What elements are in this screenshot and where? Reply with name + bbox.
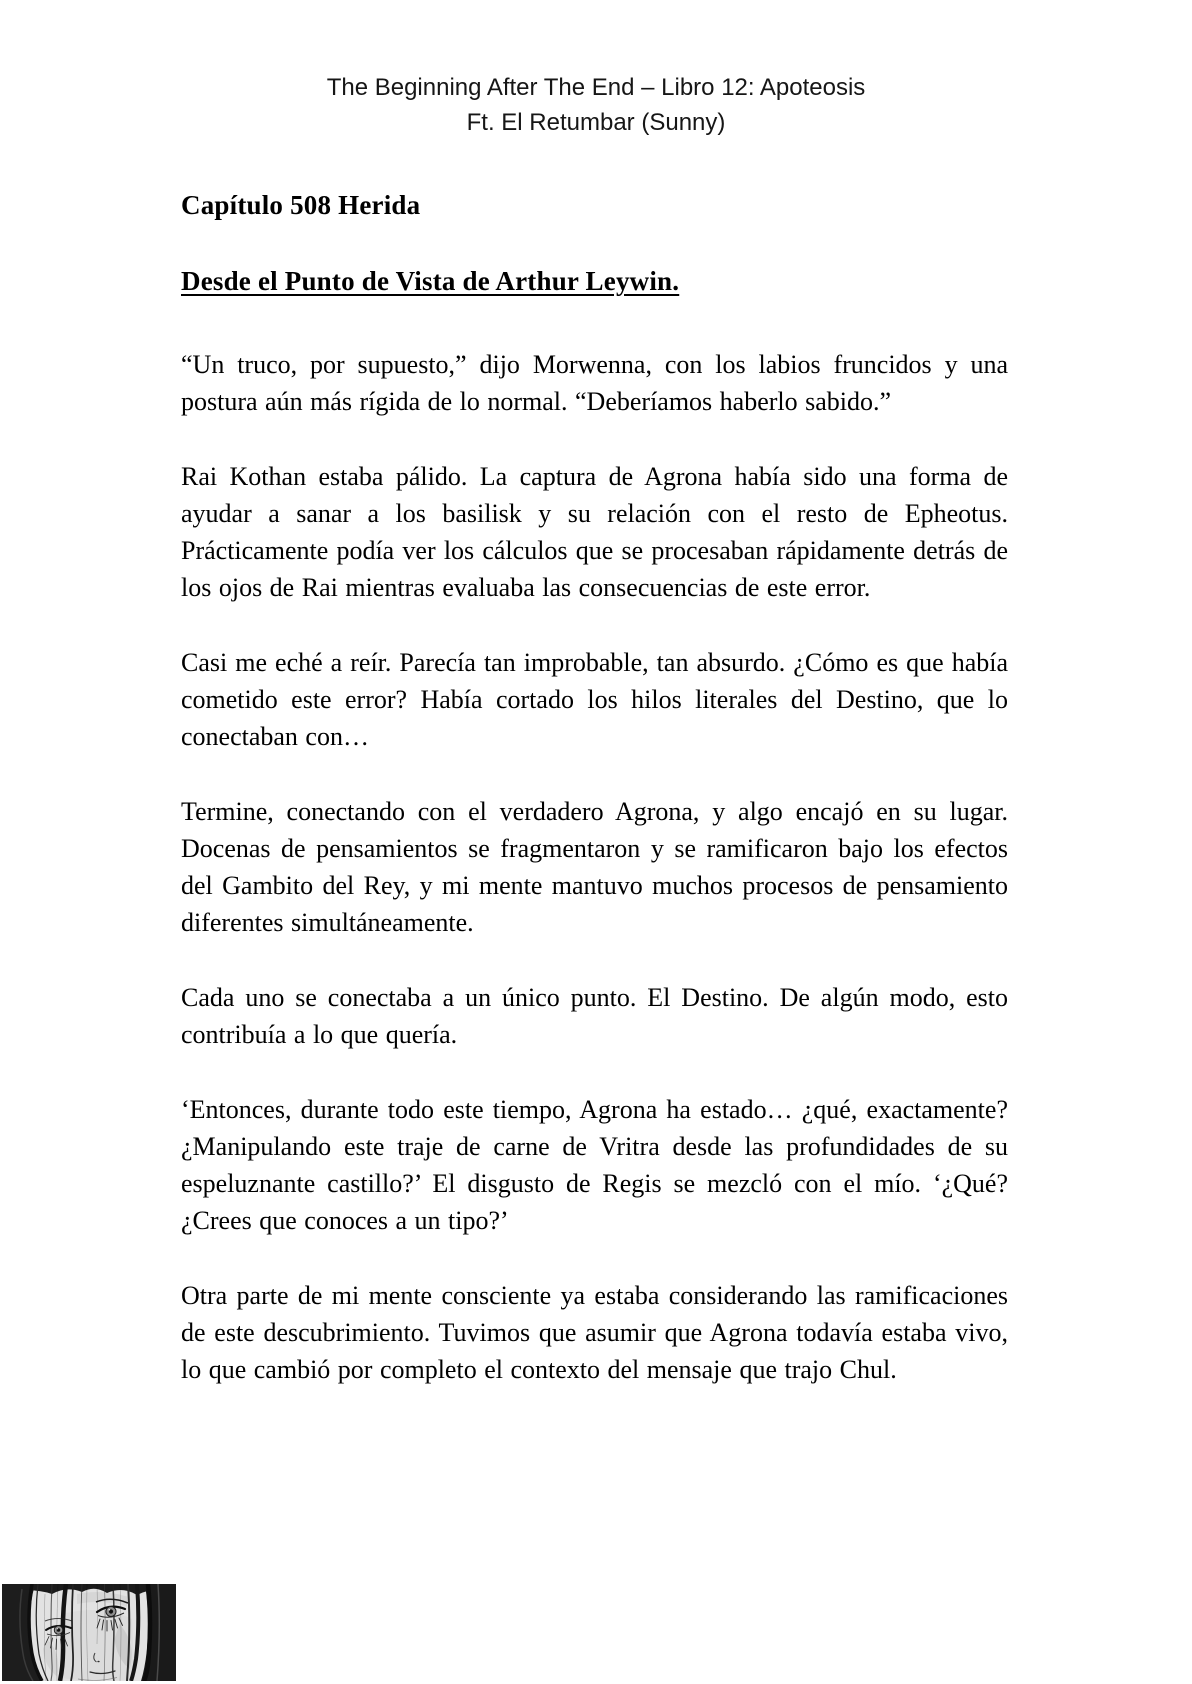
manga-face-image xyxy=(2,1584,176,1681)
document-title-line1: The Beginning After The End – Libro 12: Apoteosis xyxy=(326,74,866,101)
pov-heading: Desde el Punto de Vista de Arthur Leywin. xyxy=(181,266,680,296)
paragraph: Casi me eché a reír. Parecía tan improbable, tan absurdo. ¿Cómo es que había cometido este error? Había cortado los hilos literales del Destino, que lo conectaban con… xyxy=(181,648,1008,751)
paragraph: ‘Entonces, durante todo este tiempo, Agrona ha estado… ¿qué, exactamente? ¿Manipulando este traje de carne de Vritra desde las profundidades de su espeluznante castillo?’ El disgusto de Regis se mezcló con el mío. ‘¿Qué? ¿Crees que conoces a un tipo?’ xyxy=(181,1095,1008,1235)
paragraph: Cada uno se conectaba a un único punto. El Destino. De algún modo, esto contribuía a lo que quería. xyxy=(181,983,1008,1049)
manga-face-drawing xyxy=(2,1584,176,1681)
paragraph: Otra parte de mi mente consciente ya estaba considerando las ramificaciones de este descubrimiento. Tuvimos que asumir que Agrona todavía estaba vivo, lo que cambió por completo el contexto del mensaje que trajo Chul. xyxy=(181,1281,1008,1384)
paragraph-list xyxy=(181,346,1008,1388)
document-title-line2: Ft. El Retumbar (Sunny) xyxy=(466,109,726,136)
document-body xyxy=(181,188,1008,1426)
document-header xyxy=(0,70,1192,140)
paragraph: Termine, conectando con el verdadero Agrona, y algo encajó en su lugar. Docenas de pensamientos se fragmentaron y se ramificaron bajo los efectos del Gambito del Rey, y mi mente mantuvo muchos procesos de pensamiento diferentes simultáneamente. xyxy=(181,797,1008,937)
paragraph: “Un truco, por supuesto,” dijo Morwenna, con los labios fruncidos y una postura aún más rígida de lo normal. “Deberíamos haberlo sabido.” xyxy=(181,350,1008,416)
paragraph: Rai Kothan estaba pálido. La captura de Agrona había sido una forma de ayudar a sanar a los basilisk y su relación con el resto de Epheotus. Prácticamente podía ver los cálculos que se procesaban rápidamente detrás de los ojos de Rai mientras evaluaba las consecuencias de este error. xyxy=(181,462,1008,602)
chapter-heading: Capítulo 508 Herida xyxy=(181,190,421,220)
